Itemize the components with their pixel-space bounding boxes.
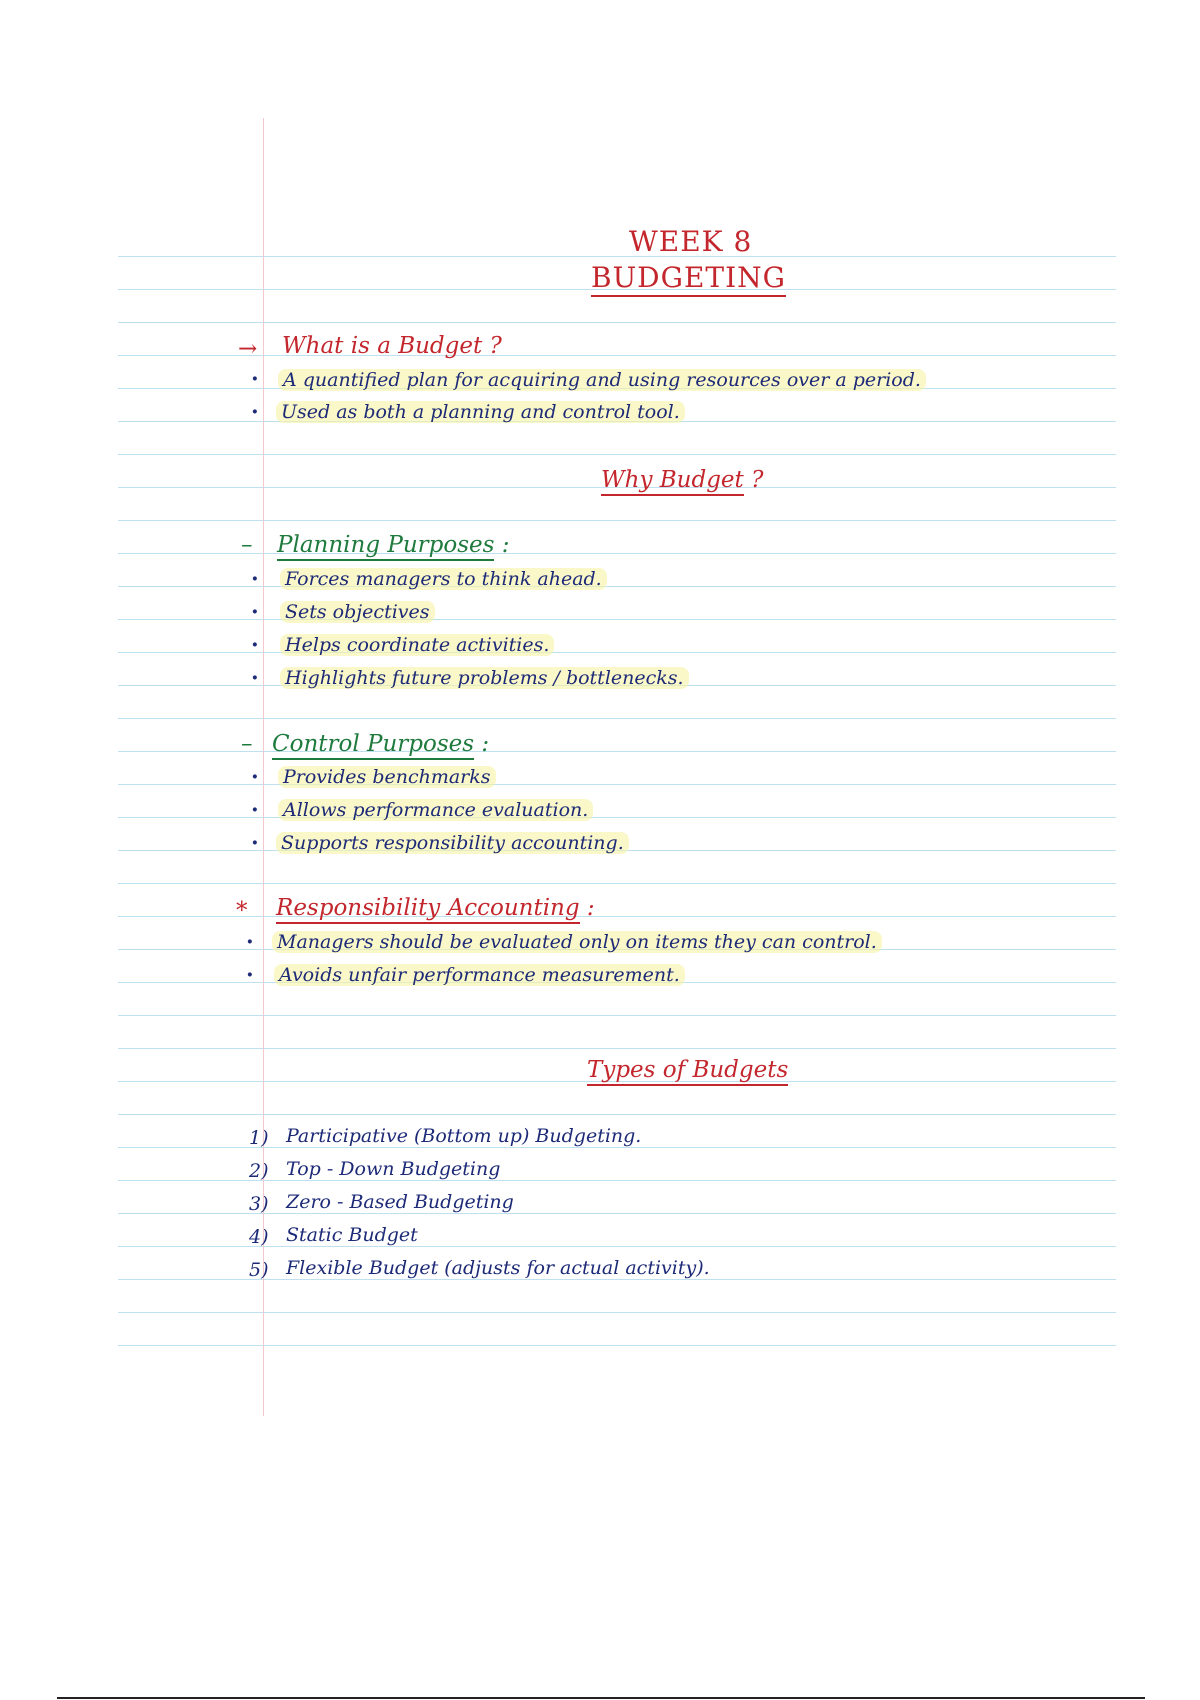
ruled-line: [118, 1114, 1116, 1115]
section-heading-what-is-budget: What is a Budget ?: [282, 333, 502, 359]
bullet-icon: ·: [246, 929, 254, 955]
bullet-icon: ·: [251, 665, 259, 691]
bullet-icon: ·: [246, 962, 254, 988]
section-heading-control: Control Purposes :: [272, 731, 489, 757]
list-item: Avoids unfair performance measurement.: [274, 964, 685, 986]
list-item: Provides benchmarks: [278, 766, 496, 788]
dash-marker: –: [241, 532, 253, 558]
list-number: 2): [249, 1160, 269, 1182]
bullet-icon: ·: [251, 797, 259, 823]
list-item: Managers should be evaluated only on items they can control.: [272, 931, 882, 953]
ruled-line: [118, 355, 1116, 356]
list-item: Participative (Bottom up) Budgeting.: [286, 1125, 642, 1147]
bullet-icon: ·: [251, 599, 259, 625]
section-heading-responsibility: Responsibility Accounting :: [276, 895, 595, 921]
ruled-line: [118, 553, 1116, 554]
list-item: A quantified plan for acquiring and using resources over a period.: [278, 369, 926, 391]
page-subtitle: BUDGETING: [591, 261, 786, 297]
ruled-line: [118, 520, 1116, 521]
list-number: 3): [249, 1193, 269, 1215]
ruled-line: [118, 619, 1116, 620]
list-item: Highlights future problems / bottlenecks.: [280, 667, 689, 689]
bullet-icon: ·: [251, 632, 259, 658]
bullet-icon: ·: [251, 566, 259, 592]
list-item: Used as both a planning and control tool.: [276, 401, 685, 423]
ruled-line: [118, 322, 1116, 323]
list-item: Supports responsibility accounting.: [276, 832, 629, 854]
bullet-icon: ·: [251, 830, 259, 856]
list-number: 1): [249, 1127, 269, 1149]
list-item: Allows performance evaluation.: [278, 799, 593, 821]
ruled-line: [118, 784, 1116, 785]
star-icon: *: [236, 898, 248, 924]
section-heading-types: Types of Budgets: [587, 1057, 788, 1083]
ruled-line: [118, 916, 1116, 917]
ruled-line: [118, 1015, 1116, 1016]
list-item: Top - Down Budgeting: [286, 1158, 501, 1180]
list-number: 5): [249, 1259, 269, 1281]
list-number: 4): [249, 1226, 269, 1248]
margin-line: [263, 118, 264, 1416]
page-title: WEEK 8: [629, 225, 753, 258]
ruled-line: [118, 256, 1116, 257]
bullet-icon: ·: [251, 764, 259, 790]
bullet-icon: ·: [251, 399, 259, 425]
page-bottom-rule: [57, 1697, 1145, 1699]
section-heading-planning: Planning Purposes :: [277, 532, 510, 558]
ruled-line: [118, 1312, 1116, 1313]
ruled-line: [118, 718, 1116, 719]
bullet-icon: ·: [251, 366, 259, 392]
ruled-line: [118, 652, 1116, 653]
ruled-line: [118, 1048, 1116, 1049]
list-item: Static Budget: [286, 1224, 418, 1246]
ruled-line: [118, 817, 1116, 818]
ruled-line: [118, 1345, 1116, 1346]
list-item: Flexible Budget (adjusts for actual activity).: [286, 1257, 710, 1279]
arrow-icon: →: [238, 336, 258, 362]
section-heading-why-budget: Why Budget ?: [601, 467, 763, 493]
ruled-line: [118, 751, 1116, 752]
dash-marker: –: [241, 731, 253, 757]
list-item: Forces managers to think ahead.: [280, 568, 607, 590]
ruled-line: [118, 454, 1116, 455]
ruled-line: [118, 883, 1116, 884]
list-item: Zero - Based Budgeting: [286, 1191, 514, 1213]
ruled-line: [118, 586, 1116, 587]
list-item: Sets objectives: [280, 601, 435, 623]
list-item: Helps coordinate activities.: [280, 634, 554, 656]
